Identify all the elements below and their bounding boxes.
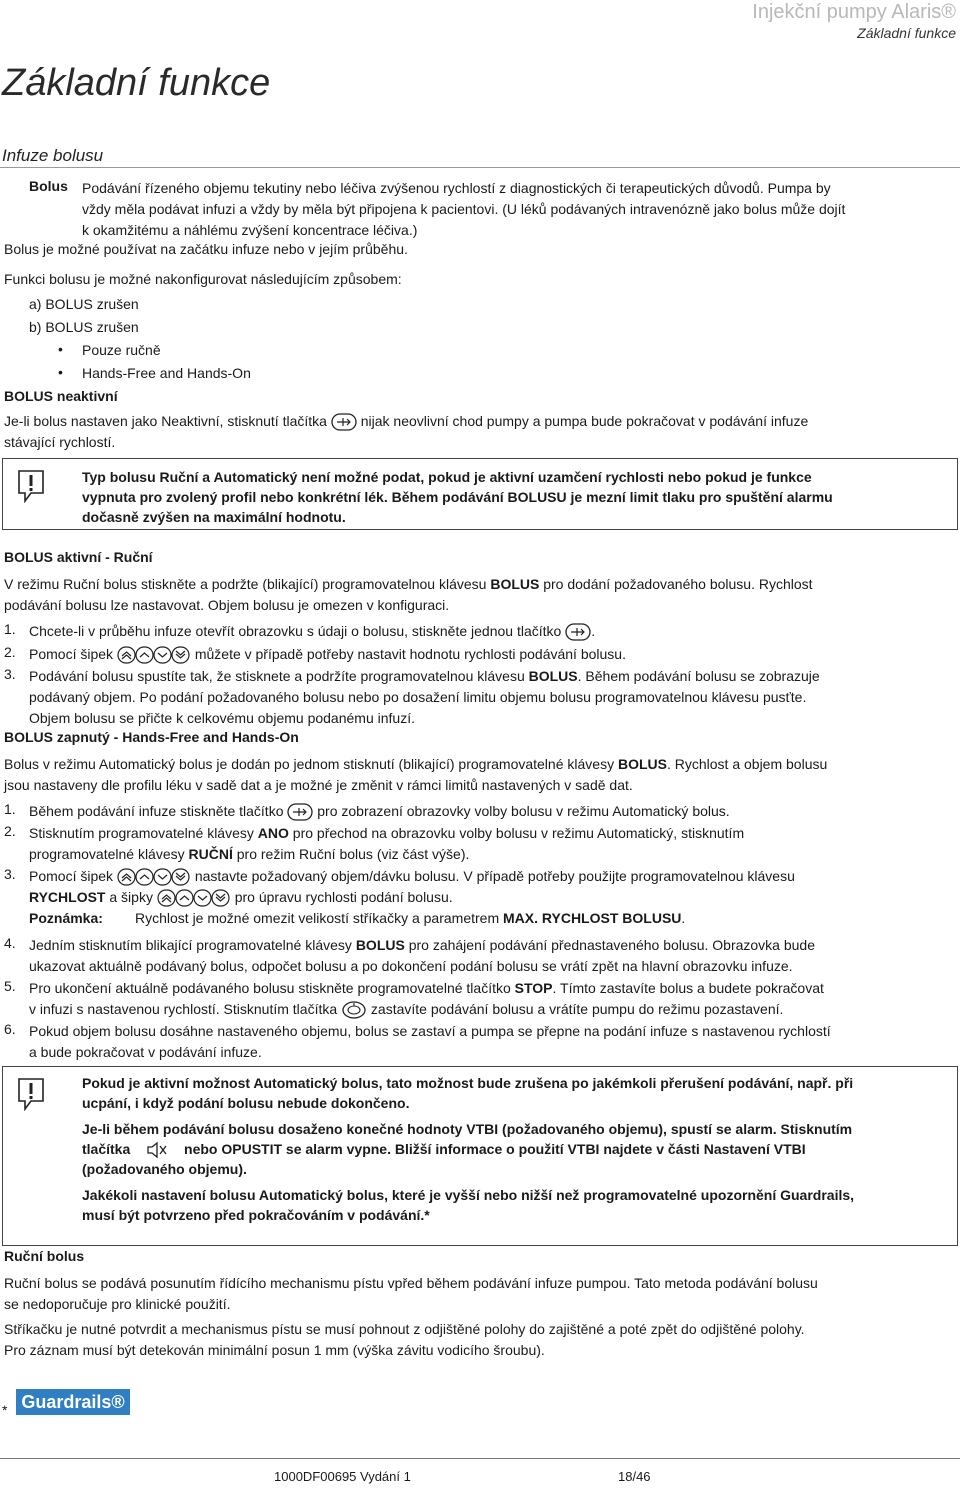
section-title: Infuze bolusu (2, 146, 104, 165)
text: BOLUS (355, 937, 405, 953)
bullet-text: Hands-Free and Hands-On (82, 365, 251, 381)
warning-box (2, 1066, 958, 1246)
text: zastavíte podávání bolusu a vrátíte pumpu do režimu pozastavení. (370, 1001, 784, 1017)
step-number: 1. (4, 621, 16, 637)
text: pro úpravu rychlosti podání bolusu. (234, 889, 453, 905)
step-line: ukazovat aktuálně podávaný bolus, odpočet bolusu a po dokončení podání bolusu se vrátí zpět na hlavní obrazovku infuze. (29, 958, 793, 974)
running-header (752, 0, 956, 42)
hands-free-step-4 (29, 935, 938, 977)
step-number: 2. (4, 644, 16, 660)
text: Bolus v režimu Automatický bolus je dodán po jednom stisknutí (blikající) programovatelné klávesy (4, 756, 618, 772)
warning-line: Typ bolusu Ruční a Automatický není možné podat, pokud je aktivní uzamčení rychlosti nebo pokud je funkce (82, 469, 812, 485)
paragraph-line: se nedoporučuje pro klinické použití. (4, 1296, 231, 1312)
hands-free-step-6 (29, 1021, 938, 1063)
text: tlačítka (82, 1141, 131, 1157)
text: pro dodání požadovaného bolusu. Rychlost (539, 576, 813, 592)
text: a šipky (105, 889, 153, 905)
manual-intro-line: podávání bolusu lze nastavovat. Objem bolusu je omezen v konfiguraci. (4, 597, 450, 613)
paragraph-line: Stříkačku je nutné potvrdit a mechanismus pístu se musí pohnout z odjištěné polohy do zajištěné a poté zpět do odjištěné polohy. (4, 1321, 805, 1337)
step-line (29, 935, 938, 956)
text: pro přechod na obrazovku volby bolusu v režimu Automatický, stisknutím (288, 825, 745, 841)
section-divider (0, 167, 960, 168)
definition-line: Podávání řízeného objemu tekutiny nebo léčiva zvýšenou rychlostí z diagnostických či terapeutických důvodů. Pumpa by (82, 180, 831, 196)
hands-free-intro-line (4, 754, 950, 775)
text: Pomocí šipek (29, 646, 114, 662)
manual-step-2 (29, 644, 938, 665)
definition-text (82, 178, 952, 241)
manual-step-1 (29, 621, 938, 642)
warning-text (82, 1073, 949, 1225)
definition-line: vždy měla podávat infuzi a vždy by měla být připojena k pacientovi. (U léků podávaných intravenózně jako bolus může dojít (82, 201, 846, 217)
warning-line: Jakékoli nastavení bolusu Automatický bolus, které je vyšší nebo nižší než programovatelné upozornění Guardrails, (82, 1187, 855, 1204)
warning-box (2, 458, 958, 530)
text: můžete v případě potřeby nastavit hodnotu rychlosti podávání bolusu. (194, 646, 626, 662)
text: BOLUS (490, 576, 540, 592)
definition-term: Bolus (29, 178, 68, 194)
text: STOP (514, 980, 553, 996)
silence-key-icon (144, 1141, 170, 1159)
paragraph-line: Ruční bolus se podává posunutím řídícího mechanismu pístu vpřed během podávání infuze pumpou. Tato metoda podávání bolusu (4, 1275, 818, 1291)
page-title: Základní funkce (2, 62, 271, 104)
hands-free-heading: BOLUS zapnutý - Hands-Free and Hands-On (4, 729, 299, 745)
text: nebo OPUSTIT se alarm vypne. Bližší informace o použití VTBI najdete v části Nastavení VTBI (184, 1141, 806, 1157)
note-line (29, 908, 938, 929)
warning-line: dočasně zvýšen na maximální hodnotu. (82, 509, 346, 525)
text: pro zahájení podávání přednastaveného bolusu. Obrazovka bude (404, 937, 815, 953)
footnote-star: * (2, 1402, 8, 1418)
step-number: 2. (4, 823, 16, 839)
hand-bolus-p2 (4, 1319, 950, 1361)
step-line (29, 666, 938, 687)
step-number: 1. (4, 801, 16, 817)
warning-line: vypnuta pro zvolený profil nebo konkrétní lék. Během podávání BOLUSU je mezní limit tlaku pro spuštění alarmu (82, 489, 833, 505)
manual-intro (4, 574, 950, 616)
text: . Tímto zastavíte bolus a budete pokračovat (552, 980, 824, 996)
text: ANO (257, 825, 289, 841)
inactive-line-1 (4, 413, 808, 431)
usage-text: Bolus je možné používat na začátku infuze nebo v jejím průběhu. (4, 241, 408, 257)
step-line (29, 978, 938, 999)
text: V režimu Ruční bolus stiskněte a podržte (blikající) programovatelnou klávesu (4, 576, 491, 592)
text: RUČNÍ (188, 846, 233, 862)
text: Pomocí šipek (29, 868, 114, 884)
hands-free-intro (4, 754, 950, 796)
warning-line: Je-li během podávání bolusu dosaženo konečné hodnoty VTBI (požadovaného objemu), spustí se alarm. Stisknutím (82, 1121, 853, 1137)
warning-line: musí být potvrzeno před pokračováním v podávání.* (82, 1207, 430, 1224)
pause-key-icon (341, 1001, 367, 1019)
text: pro zobrazení obrazovky volby bolusu v režimu Automatický bolus. (317, 803, 730, 819)
step-line (29, 887, 938, 908)
text: v infuzi s nastavenou rychlostí. Stisknutím tlačítka (29, 1001, 338, 1017)
paragraph-line: Pro záznam musí být detekován minimální posun 1 mm (výška závitu vodicího šroubu). (4, 1342, 545, 1358)
step-number: 3. (4, 666, 16, 682)
hands-free-step-2 (29, 823, 938, 865)
bullet-icon: • (58, 341, 63, 357)
text: BOLUS (617, 756, 667, 772)
text: Stisknutím programovatelné klávesy (29, 825, 258, 841)
header-brand: Injekční pumpy Alaris® (752, 1, 956, 23)
warning-line: (požadovaného objemu). (82, 1161, 247, 1178)
text: Chcete-li v průběhu infuze otevřít obrazovku s údaji o bolusu, stiskněte jednou tlačítko (29, 623, 562, 639)
text: . (591, 623, 596, 639)
text: . Během podávání bolusu se zobrazuje (577, 668, 820, 684)
text: Podávání bolusu spustíte tak, že stisknete a podržíte programovatelnou klávesu (29, 668, 529, 684)
warning-line (82, 1139, 949, 1159)
inactive-heading: BOLUS neaktivní (4, 388, 118, 404)
text: . (681, 910, 686, 926)
step-line (29, 823, 938, 844)
text: pro režim Ruční bolus (viz část výše). (232, 846, 470, 862)
bullet-icon: • (58, 364, 63, 380)
bolus-key-icon (565, 623, 591, 641)
text: Pro ukončení aktuálně podávaného bolusu stiskněte programovatelné tlačítko (29, 980, 515, 996)
hands-free-step-1 (29, 801, 938, 822)
step-line: Objem bolusu se přičte k celkovému objemu podanému infuzí. (29, 710, 415, 726)
step-line (29, 844, 938, 865)
footer-page-number: 18/46 (618, 1469, 651, 1484)
text: MAX. RYCHLOST BOLUSU (503, 910, 682, 926)
arrow-keys-icon (117, 868, 191, 886)
text: Rychlost je možné omezit velikostí stříkačky a parametrem (135, 910, 504, 926)
manual-intro-line (4, 574, 950, 595)
bolus-key-icon (331, 413, 357, 431)
arrow-keys-icon (157, 889, 231, 907)
option-a: a) BOLUS zrušen (29, 296, 139, 312)
step-number: 6. (4, 1021, 16, 1037)
step-line (29, 866, 938, 887)
step-line: a bude pokračovat v podávání infuze. (29, 1044, 262, 1060)
hand-bolus-heading: Ruční bolus (4, 1248, 85, 1264)
warning-icon (17, 1077, 45, 1111)
header-subtitle: Základní funkce (857, 25, 956, 41)
inactive-line-2: stávající rychlostí. (4, 434, 116, 450)
step-line (29, 999, 938, 1020)
inactive-text: Je-li bolus nastaven jako Neaktivní, stisknutí tlačítka (4, 413, 327, 429)
hands-free-intro-line: jsou nastaveny dle profilu léku v sadě dat a je možné je změnit v rámci limitů nastavených v sadě dat. (4, 777, 633, 793)
step-number: 4. (4, 935, 16, 951)
hand-bolus-p1 (4, 1273, 950, 1315)
footer-divider (0, 1458, 960, 1459)
manual-step-3 (29, 666, 938, 729)
inactive-text: nijak neovlivní chod pumpy a pumpa bude pokračovat v podávání infuze (360, 413, 809, 429)
text: . Rychlost a objem bolusu (666, 756, 828, 772)
hands-free-step-3 (29, 866, 938, 929)
step-number: 3. (4, 866, 16, 882)
text: Jedním stisknutím blikající programovatelné klávesy (29, 937, 356, 953)
arrow-keys-icon (117, 646, 191, 664)
text: BOLUS (528, 668, 578, 684)
note-label: Poznámka: (29, 910, 103, 926)
text: Během podávání infuze stiskněte tlačítko (29, 803, 284, 819)
warning-text (82, 467, 949, 527)
guardrails-logo: Guardrails® (16, 1389, 130, 1415)
manual-heading: BOLUS aktivní - Ruční (4, 549, 153, 565)
warning-line: Pokud je aktivní možnost Automatický bolus, tato možnost bude zrušena po jakémkoli přerušení podávání, např. při (82, 1075, 854, 1091)
bolus-key-icon (287, 803, 313, 821)
option-b: b) BOLUS zrušen (29, 319, 139, 335)
step-line: podávaný objem. Po podání požadovaného bolusu nebo po dosažení limitu objemu bolusu programovatelnou klávesu pusťte. (29, 689, 807, 705)
warning-line: ucpání, i když podání bolusu nebude dokončeno. (82, 1095, 410, 1111)
footer-doc-id: 1000DF00695 Vydání 1 (274, 1469, 411, 1484)
hands-free-step-5 (29, 978, 938, 1020)
text: programovatelné klávesy (29, 846, 189, 862)
step-line: Pokud objem bolusu dosáhne nastaveného objemu, bolus se zastaví a pumpa se přepne na podání infuze s nastavenou rychlostí (29, 1023, 831, 1039)
text: nastavte požadovaný objem/dávku bolusu. V případě potřeby použijte programovatelnou klávesu (194, 868, 795, 884)
definition-line: k okamžitému a náhlému zvýšení koncentrace léčiva.) (82, 222, 418, 238)
warning-icon (17, 469, 45, 503)
bullet-text: Pouze ručně (82, 342, 161, 358)
text: RYCHLOST (29, 889, 106, 905)
config-intro: Funkci bolusu je možné nakonfigurovat následujícím způsobem: (4, 271, 402, 287)
step-number: 5. (4, 978, 16, 994)
